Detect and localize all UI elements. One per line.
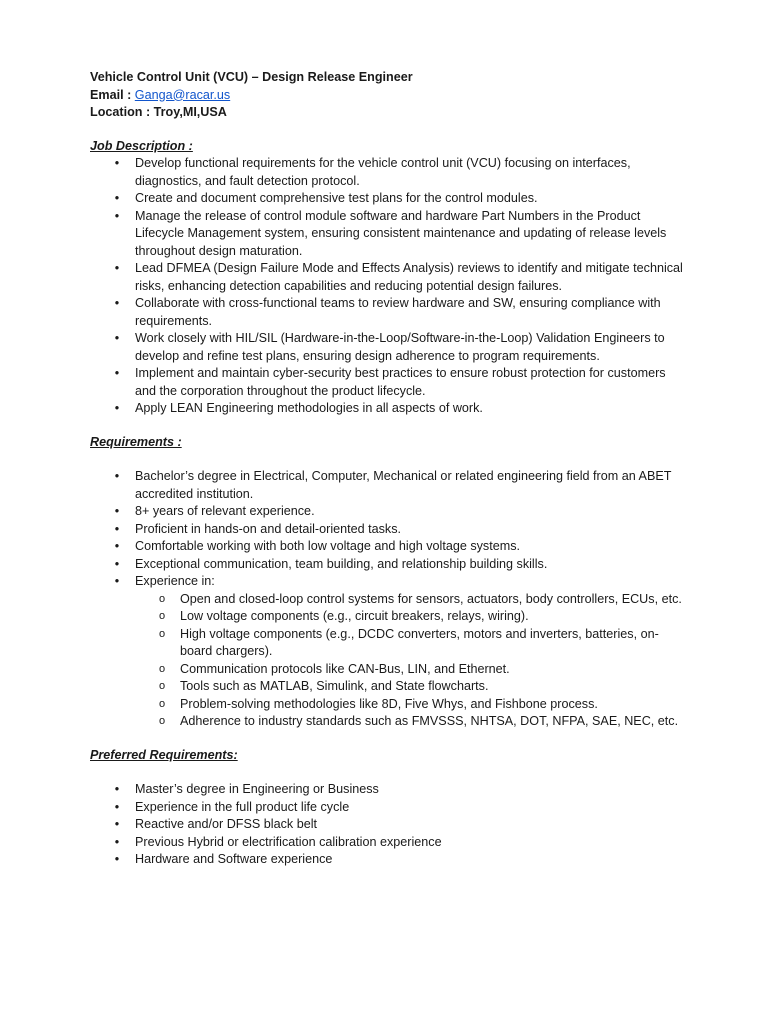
bullet-icon: • bbox=[114, 539, 120, 553]
bullet-icon: • bbox=[114, 852, 120, 866]
circle-bullet-icon: o bbox=[158, 715, 166, 727]
list-item: • Reactive and/or DFSS black belt bbox=[90, 816, 690, 834]
circle-bullet-icon: o bbox=[158, 697, 166, 710]
list-item: • Experience in: o Open and closed-loop control systems for sensors, actuators, body controllers, ECUs, etc. o Low voltage components (e.g., circuit breakers, relays, wiring). o High voltage components (e.g., DCDC converters, motors and inverters, batteries, on-board chargers). o Communication protocols like CAN-Bus, LIN, and Ethernet. o Tools such as MATLAB, Simulink, and State flowcharts. o Problem-solving methodologies like 8D, Five Whys, and Fishbone process. o Adherence to industry standards such as FMVSSS, NHTSA, DOT, NFPA, SAE, NEC, etc. bbox=[90, 573, 690, 731]
list-item: • Previous Hybrid or electrification calibration experience bbox=[90, 834, 690, 852]
requirements-list bbox=[90, 468, 690, 731]
list-item: • Exceptional communication, team building, and relationship building skills. bbox=[90, 556, 690, 574]
list-item: • Master’s degree in Engineering or Business bbox=[90, 781, 690, 799]
requirements-heading: Requirements : bbox=[90, 434, 182, 449]
bullet-icon: • bbox=[114, 261, 120, 275]
bullet-icon: • bbox=[114, 504, 120, 518]
list-item: • Apply LEAN Engineering methodologies in all aspects of work. bbox=[90, 400, 690, 418]
job-description-list bbox=[90, 155, 690, 418]
job-description-heading: Job Description : bbox=[90, 138, 193, 153]
list-item: • Lead DFMEA (Design Failure Mode and Effects Analysis) reviews to identify and mitigate technical risks, enhancing detection capabilities and reducing potential design failures. bbox=[90, 260, 690, 295]
bullet-icon: • bbox=[114, 782, 120, 796]
job-title: Vehicle Control Unit (VCU) – Design Release Engineer bbox=[90, 70, 413, 84]
circle-bullet-icon: o bbox=[158, 610, 166, 622]
sublist-item: o Open and closed-loop control systems for sensors, actuators, body controllers, ECUs, etc. bbox=[135, 591, 690, 609]
preferred-requirements-list bbox=[90, 781, 690, 869]
list-item: • Experience in the full product life cycle bbox=[90, 799, 690, 817]
sublist-item: o Low voltage components (e.g., circuit breakers, relays, wiring). bbox=[135, 608, 690, 626]
bullet-icon: • bbox=[114, 799, 120, 814]
email-label: Email : bbox=[90, 87, 135, 102]
list-item: • Work closely with HIL/SIL (Hardware-in-the-Loop/Software-in-the-Loop) Validation Engineers to develop and refine test plans, ensuring design adherence to program requirements. bbox=[90, 330, 690, 365]
list-item: • 8+ years of relevant experience. bbox=[90, 503, 690, 521]
sublist-item: o Adherence to industry standards such as FMVSSS, NHTSA, DOT, NFPA, SAE, NEC, etc. bbox=[135, 713, 690, 731]
sublist-item: o Problem-solving methodologies like 8D, Five Whys, and Fishbone process. bbox=[135, 696, 690, 714]
bullet-icon: • bbox=[114, 817, 120, 831]
bullet-icon: • bbox=[114, 296, 120, 310]
bullet-icon: • bbox=[114, 156, 120, 170]
preferred-requirements-heading: Preferred Requirements: bbox=[90, 747, 238, 762]
list-item: • Develop functional requirements for the vehicle control unit (VCU) focusing on interfaces, diagnostics, and fault detection protocol. bbox=[90, 155, 690, 190]
experience-sublist bbox=[135, 591, 690, 731]
list-item: • Comfortable working with both low voltage and high voltage systems. bbox=[90, 538, 690, 556]
list-item: • Implement and maintain cyber-security best practices to ensure robust protection for customers and the corporation throughout the product lifecycle. bbox=[90, 365, 690, 400]
list-item: • Proficient in hands-on and detail-oriented tasks. bbox=[90, 521, 690, 539]
circle-bullet-icon: o bbox=[158, 680, 166, 692]
list-item: • Collaborate with cross-functional teams to review hardware and SW, ensuring compliance with requirements. bbox=[90, 295, 690, 330]
bullet-icon: • bbox=[114, 331, 120, 345]
bullet-icon: • bbox=[114, 574, 120, 588]
bullet-icon: • bbox=[114, 834, 120, 849]
circle-bullet-icon: o bbox=[158, 627, 166, 640]
list-item: • Manage the release of control module software and hardware Part Numbers in the Product Lifecycle Management system, ensuring consistent maintenance and updating of release levels throughout design maturation. bbox=[90, 208, 690, 261]
bullet-icon: • bbox=[114, 366, 120, 380]
circle-bullet-icon: o bbox=[158, 662, 166, 675]
sublist-item: o Communication protocols like CAN-Bus, LIN, and Ethernet. bbox=[135, 661, 690, 679]
bullet-icon: • bbox=[114, 191, 120, 205]
sublist-item: o Tools such as MATLAB, Simulink, and State flowcharts. bbox=[135, 678, 690, 696]
bullet-icon: • bbox=[114, 208, 120, 223]
bullet-icon: • bbox=[114, 521, 120, 536]
email-link[interactable]: Ganga@racar.us bbox=[134, 87, 231, 102]
email-line bbox=[90, 87, 690, 105]
circle-bullet-icon: o bbox=[158, 592, 166, 605]
list-item: • Hardware and Software experience bbox=[90, 851, 690, 869]
sublist-item: o High voltage components (e.g., DCDC converters, motors and inverters, batteries, on-board chargers). bbox=[158, 626, 659, 658]
document-body bbox=[90, 69, 690, 869]
bullet-icon: • bbox=[114, 469, 120, 483]
bullet-icon: • bbox=[114, 556, 120, 571]
list-item: • Bachelor’s degree in Electrical, Computer, Mechanical or related engineering field from an ABET accredited institution. bbox=[90, 468, 690, 503]
bullet-icon: • bbox=[114, 401, 120, 415]
list-item: • Create and document comprehensive test plans for the control modules. bbox=[90, 190, 690, 208]
location-line: Location : Troy,MI,USA bbox=[90, 105, 227, 119]
